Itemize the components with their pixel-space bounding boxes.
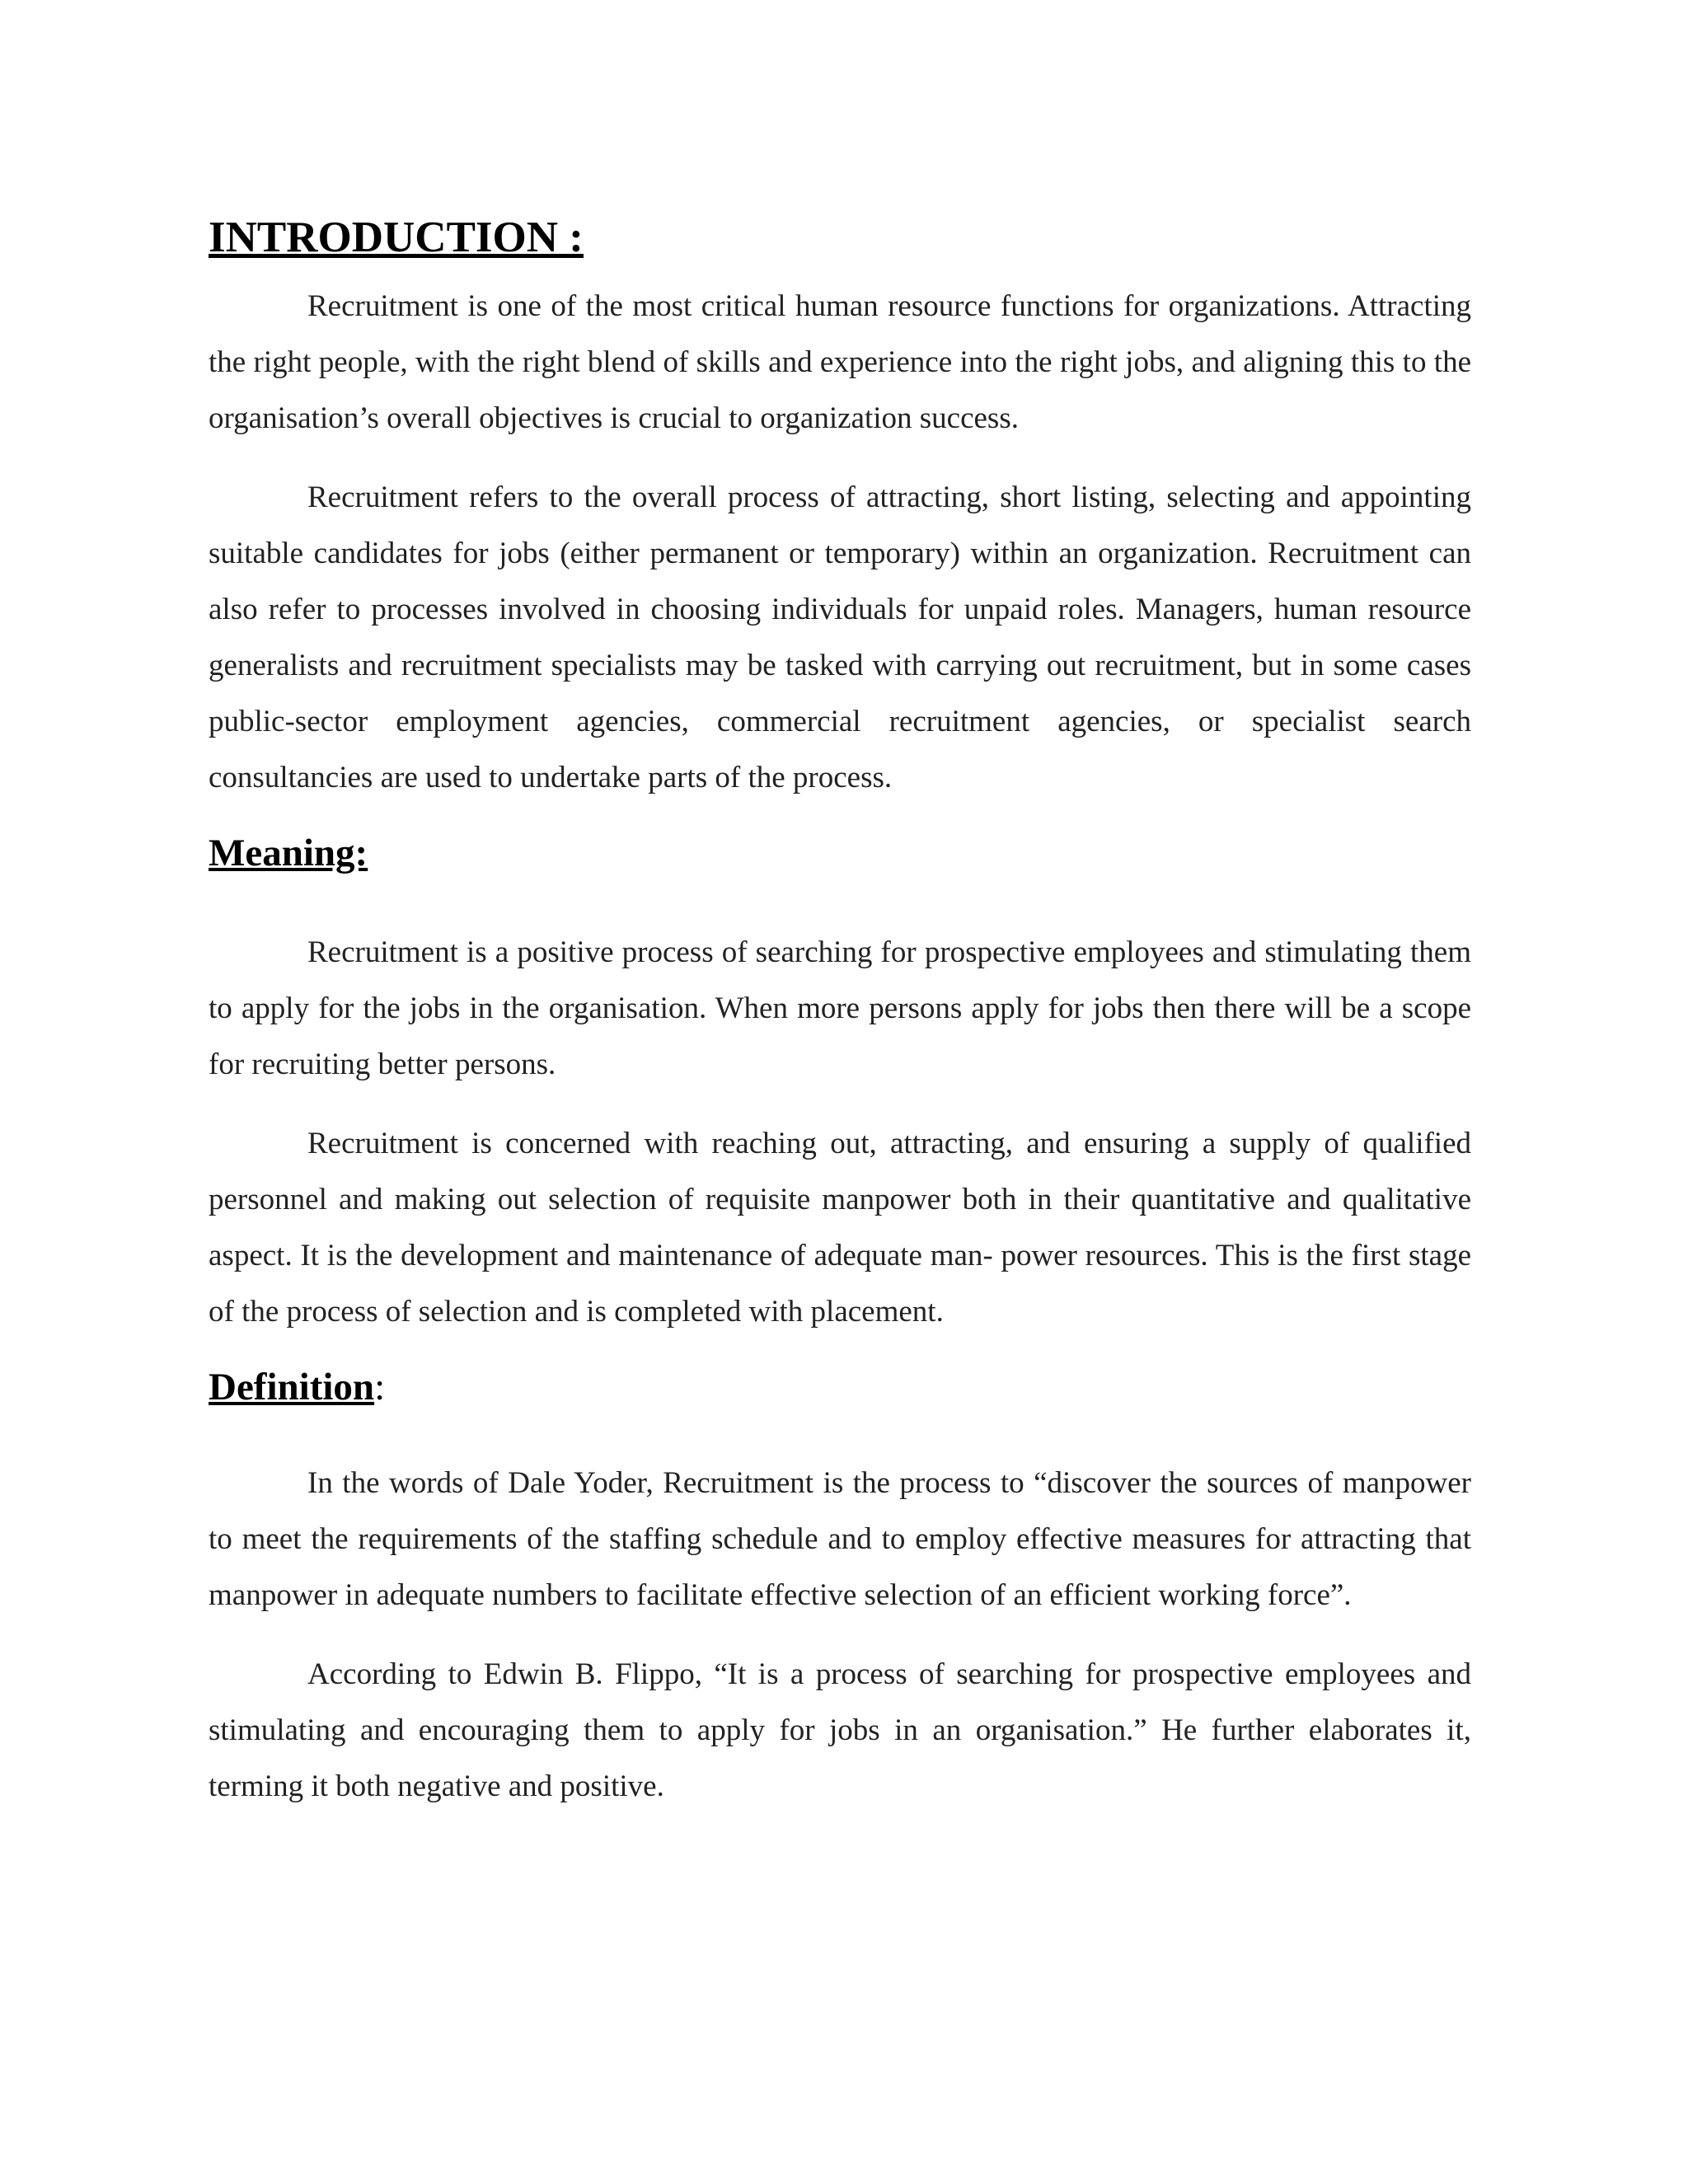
meaning-paragraph-2: Recruitment is concerned with reaching out, attracting, and ensuring a supply of qualified personnel and making out selection of requisite manpower both in their quantitative and qualitative aspect. It is the development and maintenance of adequate man- power resources. This is the first stage of the process of selection and is completed with placement. [209,1127,1471,1329]
definition-heading-colon: : [374,1366,386,1408]
introduction-paragraph-2: Recruitment refers to the overall process of attracting, short listing, selecting and appointing suitable candidates for jobs (either permanent or temporary) within an organization. Recruitment can also refer to processes involved in choosing individuals for unpaid roles. Managers, human resource generalists and recruitment specialists may be tasked with carrying out recruitment, but in some cases public-sector employment agencies, commercial recruitment agencies, or specialist search consultancies are used to undertake parts of the process. [209,480,1471,794]
introduction-paragraph-1: Recruitment is one of the most critical human resource functions for organizations. Attracting the right people, with the right blend of skills and experience into the right jobs, and aligning this to the organisation’s overall objectives is crucial to organization success. [209,289,1471,435]
meaning-paragraph-1: Recruitment is a positive process of searching for prospective employees and stimulating them to apply for the jobs in the organisation. When more persons apply for jobs then there will be a scope for recruiting better persons. [209,935,1471,1081]
definition-paragraph-1: In the words of Dale Yoder, Recruitment is the process to “discover the sources of manpower to meet the requirements of the staffing schedule and to employ effective measures for attracting that manpower in adequate numbers to facilitate effective selection of an efficient working force”. [209,1466,1471,1612]
meaning-heading: Meaning: [209,832,368,874]
definition-heading [209,1363,1471,1411]
document-body [209,208,1471,1838]
introduction-heading: INTRODUCTION : [209,213,584,261]
definition-paragraph-2: According to Edwin B. Flippo, “It is a process of searching for prospective employees and stimulating and encouraging them to apply for jobs in an organisation.” He further elaborates it, terming it both negative and positive. [209,1657,1471,1803]
definition-heading-text: Definition [209,1366,375,1408]
